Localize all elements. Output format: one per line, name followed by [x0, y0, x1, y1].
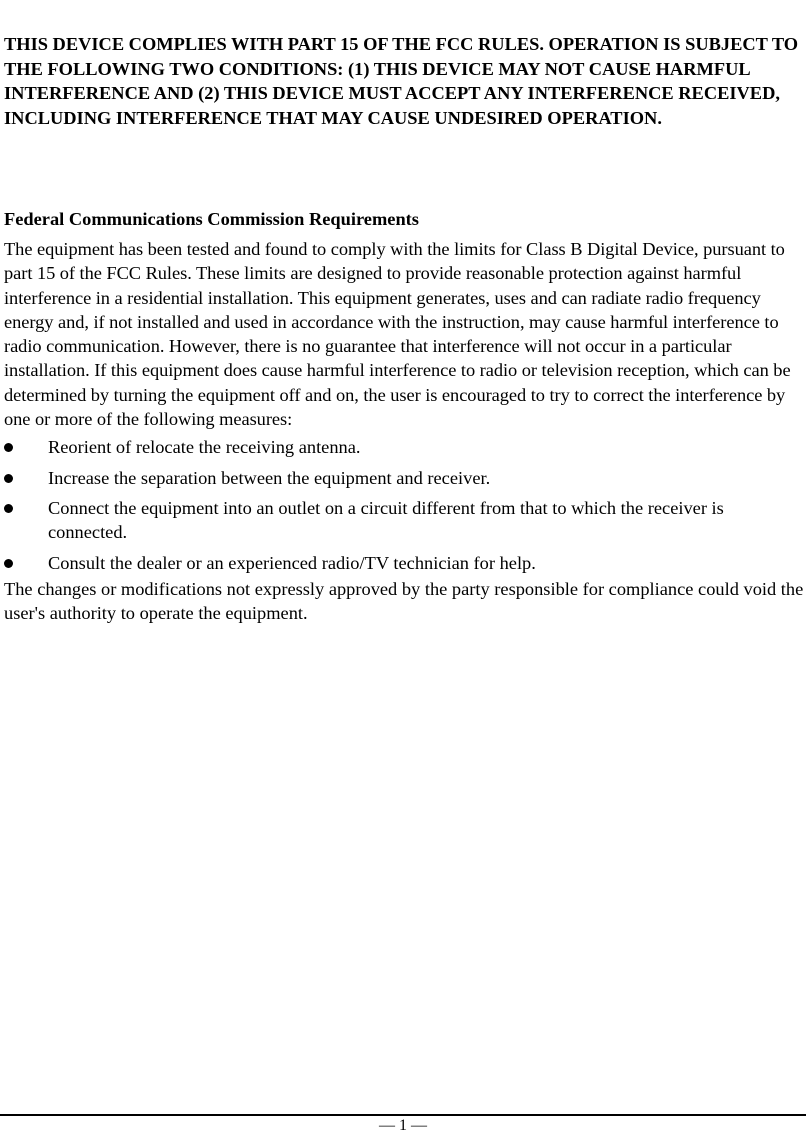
fcc-compliance-notice: THIS DEVICE COMPLIES WITH PART 15 OF THE FCC RULES. OPERATION IS SUBJECT TO THE FOLLOWING TWO CONDITIONS: (1) THIS DEVICE MAY NOT CAUSE HARMFUL INTERFERENCE AND (2) THIS DEVICE MUST ACCEPT ANY INTERFERENCE RECEIVED, INCLUDING INTERFERENCE THAT MAY CAUSE UNDESIRED OPERATION.: [4, 34, 799, 128]
list-item: [4, 551, 804, 575]
bullet-icon: [4, 443, 13, 452]
bullet-icon: [4, 504, 13, 513]
list-item: [4, 435, 804, 459]
footer-divider: [0, 1114, 806, 1116]
measures-list: [4, 435, 804, 574]
measure-text: Consult the dealer or an experienced radio/TV technician for help.: [48, 552, 536, 573]
measure-text: Reorient of relocate the receiving antenna.: [48, 437, 361, 458]
bullet-icon: [4, 559, 13, 568]
measure-text: Increase the separation between the equipment and receiver.: [48, 467, 491, 488]
measure-text: Connect the equipment into an outlet on a circuit different from that to which the receiver is connected.: [48, 497, 724, 543]
closing-paragraph: The changes or modifications not expressly approved by the party responsible for compliance could void the user's authority to operate the equipment.: [4, 578, 804, 624]
document-page: [4, 32, 804, 625]
bullet-icon: [4, 474, 13, 483]
page-number: — 1 —: [379, 1117, 427, 1134]
list-item: [4, 466, 804, 490]
list-item: [4, 496, 804, 545]
section-body: The equipment has been tested and found to comply with the limits for Class B Digital Device, pursuant to part 15 of the FCC Rules. These limits are designed to provide reasonable protection against harmful interference in a residential installation. This equipment generates, uses and can radiate radio frequency energy and, if not installed and used in accordance with the instruction, may cause harmful interference to radio communication. However, there is no guarantee that interference will not occur in a particular installation. If this equipment does cause harmful interference to radio or television reception, which can be determined by turning the equipment off and on, the user is encouraged to try to correct the interference by one or more of the following measures:: [4, 239, 791, 430]
section-title: Federal Communications Commission Requirements: [4, 209, 419, 229]
